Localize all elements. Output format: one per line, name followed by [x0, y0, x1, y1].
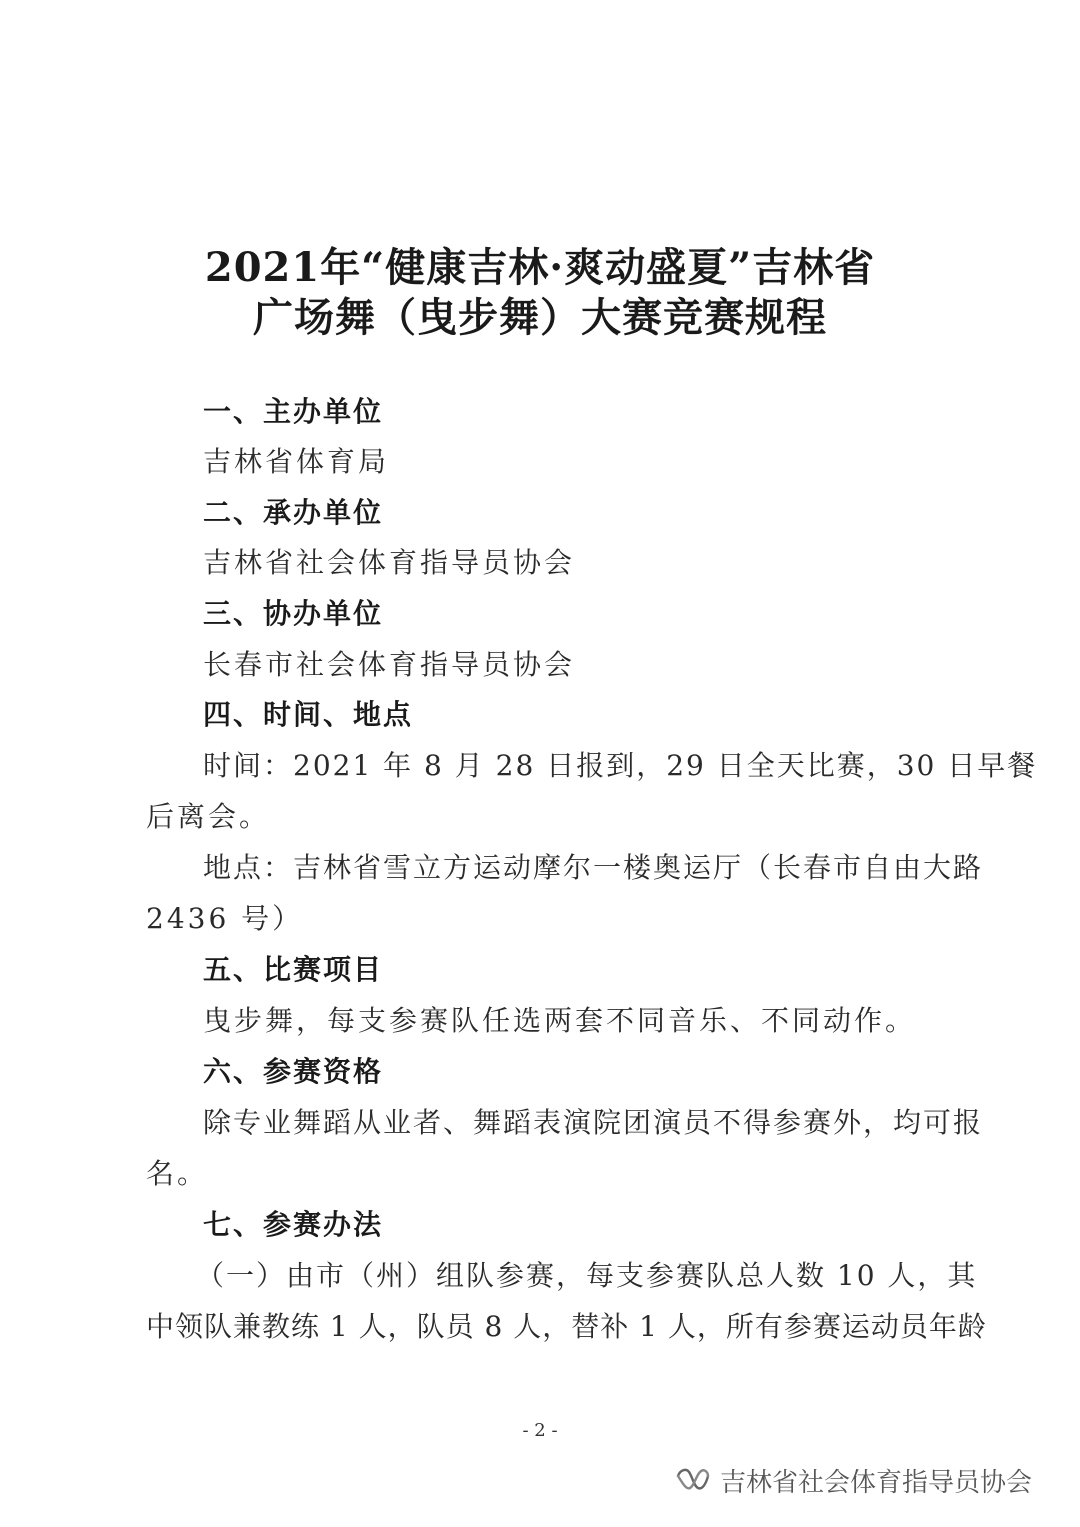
place-text-line-2: 2436 号）	[146, 902, 304, 935]
watermark-text: 吉林省社会体育指导员协会	[720, 1468, 1033, 1498]
page-number: - 2 -	[522, 1420, 558, 1441]
time-text-line-2: 后离会。	[146, 800, 271, 833]
document-title-line-2: 广场舞（曳步舞）大赛竞赛规程	[253, 294, 827, 341]
section-body-events: 曳步舞，每支参赛队任选两套不同音乐、不同动作。	[203, 1004, 917, 1037]
section-heading-time-place: 四、时间、地点	[203, 698, 414, 731]
wechat-watermark	[674, 1462, 1032, 1499]
section-heading-participation: 七、参赛办法	[203, 1208, 384, 1241]
participation-text-line-1: （一）由市（州）组队参赛，每支参赛队总人数 10 人，其	[196, 1259, 978, 1292]
section-body-host: 吉林省社会体育指导员协会	[203, 546, 576, 579]
section-body-organizer: 吉林省体育局	[203, 445, 390, 478]
participation-text-line-2: 中领队兼教练 1 人，队员 8 人，替补 1 人，所有参赛运动员年龄	[146, 1310, 987, 1343]
section-body-co-organizer: 长春市社会体育指导员协会	[203, 648, 576, 681]
eligibility-text-line-2: 名。	[146, 1157, 209, 1190]
document-title-line-1: 2021年“健康吉林·爽动盛夏”吉林省	[204, 244, 876, 291]
section-heading-host: 二、承办单位	[203, 496, 384, 529]
eligibility-text-line-1: 除专业舞蹈从业者、舞蹈表演院团演员不得参赛外，均可报	[203, 1106, 984, 1139]
wechat-channel-icon	[674, 1466, 712, 1496]
section-heading-co-organizer: 三、协办单位	[203, 597, 384, 630]
place-text-line-1: 地点：吉林省雪立方运动摩尔一楼奥运厅（长春市自由大路	[203, 851, 984, 884]
time-text-line-1: 时间：2021 年 8 月 28 日报到，29 日全天比赛，30 日早餐	[203, 749, 1038, 782]
section-heading-events: 五、比赛项目	[203, 953, 384, 986]
section-heading-eligibility: 六、参赛资格	[203, 1055, 384, 1088]
section-heading-organizer: 一、主办单位	[203, 395, 384, 428]
